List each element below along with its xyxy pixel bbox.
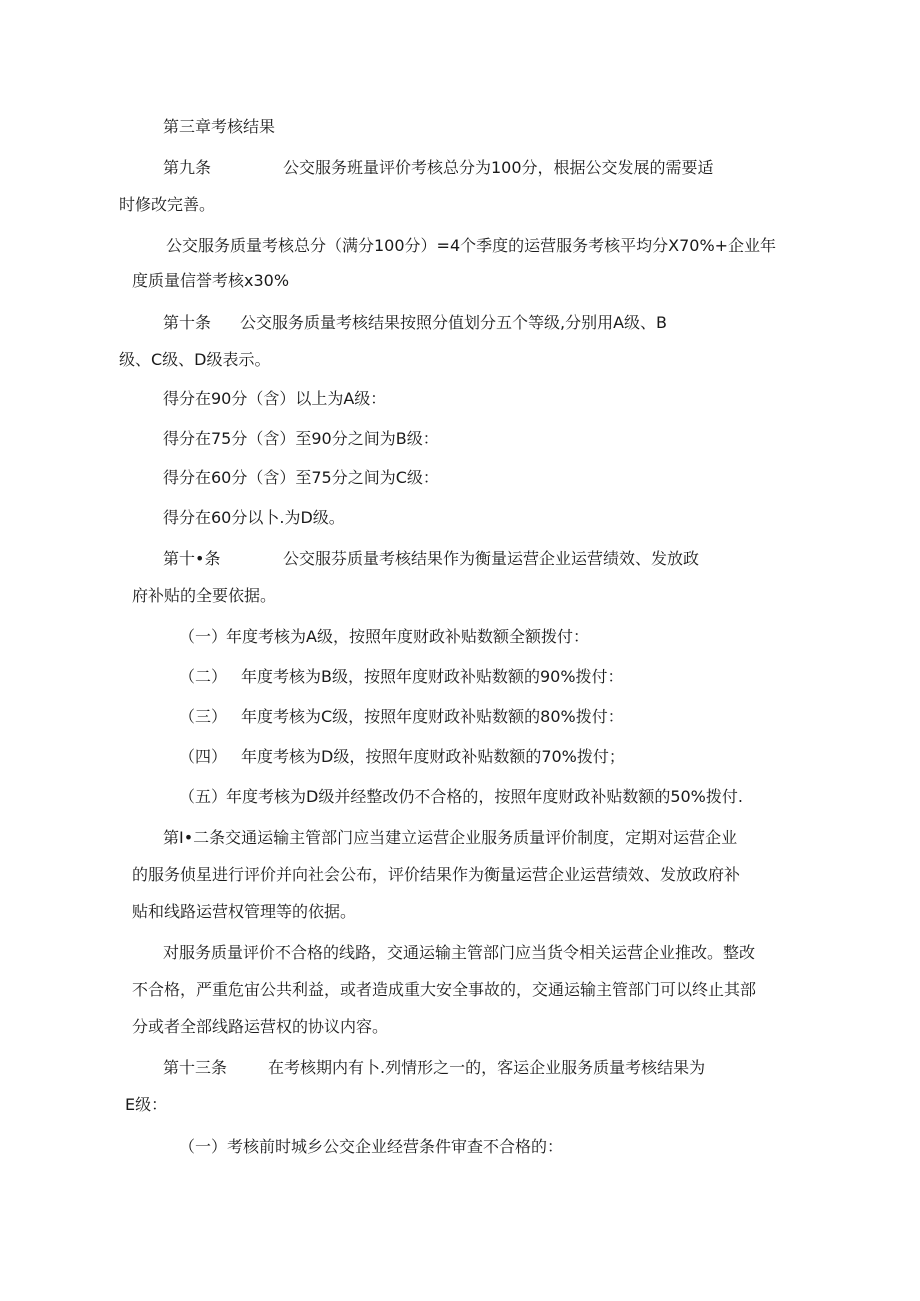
grade-d: 得分在60分以卜.为D级。 xyxy=(163,508,345,527)
subsidy-item-1-text: 年度考核为A级，按照年度财政补贴数额全额拨付： xyxy=(226,627,589,646)
article-13-label: 第十三条 xyxy=(163,1058,228,1077)
subsidy-item-3-num: （三） xyxy=(179,707,228,726)
article-13-continuation: E级： xyxy=(125,1095,168,1114)
article-12-line-1: 第I•二条交通运输主管部门应当建立运营企业服务质量评价制度，定期对运营企业 xyxy=(163,828,738,847)
subsidy-item-5-text: 年度考核为D级并经整改仍不合格的，按照年度财政补贴数额的50%拨付. xyxy=(226,787,743,806)
article-13-text: 在考核期内有卜.列情形之一的，客运企业服务质量考核结果为 xyxy=(268,1058,706,1077)
subsidy-item-4-num: （四） xyxy=(179,747,228,766)
grade-a: 得分在90分（含）以上为A级： xyxy=(163,389,387,408)
article-9-continuation: 时修改完善。 xyxy=(119,195,216,214)
article-11-continuation: 府补贴的全要依据。 xyxy=(132,586,277,605)
subsidy-item-4-text: 年度考核为D级，按照年度财政补贴数额的70%拨付； xyxy=(241,747,625,766)
article-11-label: 第十•条 xyxy=(163,549,221,568)
rectification-line-1: 对服务质量评价不合格的线路，交通运输主管部门应当货令相关运营企业推改。整改 xyxy=(163,943,756,962)
formula-line-2: 度质量信誉考核x30% xyxy=(132,271,290,290)
subsidy-item-3-text: 年度考核为C级，按照年度财政补贴数额的80%拨付： xyxy=(241,707,624,726)
article-10-continuation: 级、C级、D级表示。 xyxy=(119,350,271,369)
subsidy-item-2-text: 年度考核为B级，按照年度财政补贴数额的90%拨付： xyxy=(241,667,624,686)
rectification-line-2: 不合格，严重危宙公共利益，或者造成重大安全事故的，交通运输主管部门可以终止其部 xyxy=(132,980,757,999)
article-10-text: 公交服务质量考核结果按照分值划分五个等级,分别用A级、B xyxy=(240,313,668,332)
subsidy-item-5-num: （五） xyxy=(179,787,228,806)
article-12-line-2: 的服务侦星进行评价并向社会公布，评价结果作为衡量运营企业运营绩效、发放政府补 xyxy=(132,865,741,884)
article-10-label: 第十条 xyxy=(163,313,212,332)
grade-c: 得分在60分（含）至75分之间为C级： xyxy=(163,468,439,487)
subsidy-item-1-num: （一） xyxy=(179,627,228,646)
article-9-label: 第九条 xyxy=(163,158,212,177)
article-13-item-1: （一）考核前时城乡公交企业经营条件审查不合格的： xyxy=(179,1137,564,1156)
formula-line-1: 公交服务质量考核总分（满分100分）=4个季度的运营服务考核平均分X70%+企业年 xyxy=(166,236,777,255)
article-12-line-3: 贴和线路运营权管理等的依据。 xyxy=(132,902,357,921)
chapter-title: 第三章考核结果 xyxy=(163,117,276,136)
subsidy-item-2-num: （二） xyxy=(179,667,228,686)
grade-b: 得分在75分（含）至90分之间为B级： xyxy=(163,429,439,448)
rectification-line-3: 分或者全部线路运营权的协议内容。 xyxy=(132,1017,389,1036)
article-11-text: 公交服芬质量考核结果作为衡量运营企业运营绩效、发放政 xyxy=(283,549,700,568)
article-9-text: 公交服务班量评价考核总分为100分，根据公交发展的需要适 xyxy=(283,158,714,177)
